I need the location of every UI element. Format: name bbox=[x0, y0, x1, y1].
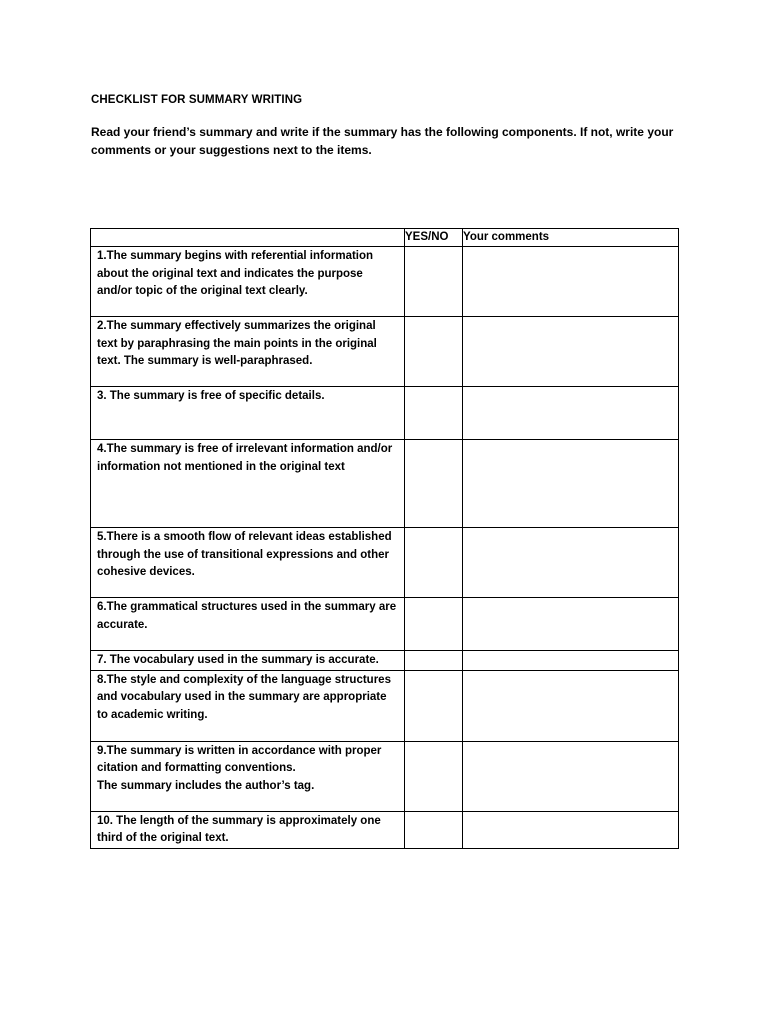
item-cell bbox=[91, 440, 405, 528]
yes-no-cell[interactable] bbox=[405, 670, 463, 741]
table-row bbox=[91, 528, 679, 598]
comment-cell[interactable] bbox=[463, 317, 679, 387]
table-row bbox=[91, 811, 679, 848]
item-cell bbox=[91, 528, 405, 598]
item-text: 9.The summary is written in accordance with proper citation and formatting conventions. The summary includes the author’s tag. bbox=[97, 744, 382, 792]
item-cell bbox=[91, 387, 405, 440]
yes-no-cell[interactable] bbox=[405, 811, 463, 848]
comment-cell[interactable] bbox=[463, 440, 679, 528]
table-row bbox=[91, 317, 679, 387]
item-text: 3. The summary is free of specific details. bbox=[97, 390, 325, 402]
item-cell bbox=[91, 247, 405, 317]
yes-no-cell[interactable] bbox=[405, 317, 463, 387]
table-row bbox=[91, 440, 679, 528]
comment-cell[interactable] bbox=[463, 247, 679, 317]
item-text: 4.The summary is free of irrelevant information and/or information not mentioned in the original text bbox=[97, 443, 393, 473]
header-comments: Your comments bbox=[463, 229, 679, 247]
comment-cell[interactable] bbox=[463, 651, 679, 671]
comment-cell[interactable] bbox=[463, 741, 679, 811]
table-row bbox=[91, 247, 679, 317]
item-text: 7. The vocabulary used in the summary is accurate. bbox=[97, 654, 379, 666]
comment-cell[interactable] bbox=[463, 670, 679, 741]
checklist-table bbox=[90, 228, 679, 849]
yes-no-cell[interactable] bbox=[405, 598, 463, 651]
item-cell bbox=[91, 598, 405, 651]
item-cell bbox=[91, 741, 405, 811]
item-text: 10. The length of the summary is approximately one third of the original text. bbox=[97, 814, 381, 844]
table-row bbox=[91, 670, 679, 741]
comment-cell[interactable] bbox=[463, 598, 679, 651]
yes-no-cell[interactable] bbox=[405, 387, 463, 440]
item-text: 6.The grammatical structures used in the summary are accurate. bbox=[97, 601, 397, 631]
table-row bbox=[91, 741, 679, 811]
item-text: 8.The style and complexity of the language structures and vocabulary used in the summary are appropriate to academic writing. bbox=[97, 673, 391, 721]
table-row bbox=[91, 598, 679, 651]
comment-cell[interactable] bbox=[463, 811, 679, 848]
yes-no-cell[interactable] bbox=[405, 440, 463, 528]
yes-no-cell[interactable] bbox=[405, 528, 463, 598]
instructions-paragraph: Read your friend’s summary and write if the summary has the following components. If not, write your comments or your suggestions next to the items. bbox=[91, 125, 674, 157]
item-text: 2.The summary effectively summarizes the original text by paraphrasing the main points in the original text. The summary is well-paraphrased. bbox=[97, 320, 377, 367]
item-text: 1.The summary begins with referential information about the original text and indicates the purpose and/or topic of the original text clearly. bbox=[97, 250, 374, 297]
yes-no-cell[interactable] bbox=[405, 247, 463, 317]
header-yes-no: YES/NO bbox=[405, 229, 463, 247]
table-row bbox=[91, 387, 679, 440]
table-header-row bbox=[91, 229, 679, 247]
item-cell bbox=[91, 317, 405, 387]
comment-cell[interactable] bbox=[463, 528, 679, 598]
item-cell bbox=[91, 811, 405, 848]
yes-no-cell[interactable] bbox=[405, 741, 463, 811]
page-title: CHECKLIST FOR SUMMARY WRITING bbox=[91, 94, 303, 106]
item-text: 5.There is a smooth flow of relevant ideas established through the use of transitional expressions and other cohesive devices. bbox=[97, 531, 392, 578]
table-row bbox=[91, 651, 679, 671]
item-cell bbox=[91, 651, 405, 671]
header-item bbox=[91, 229, 405, 247]
item-cell bbox=[91, 670, 405, 741]
comment-cell[interactable] bbox=[463, 387, 679, 440]
yes-no-cell[interactable] bbox=[405, 651, 463, 671]
